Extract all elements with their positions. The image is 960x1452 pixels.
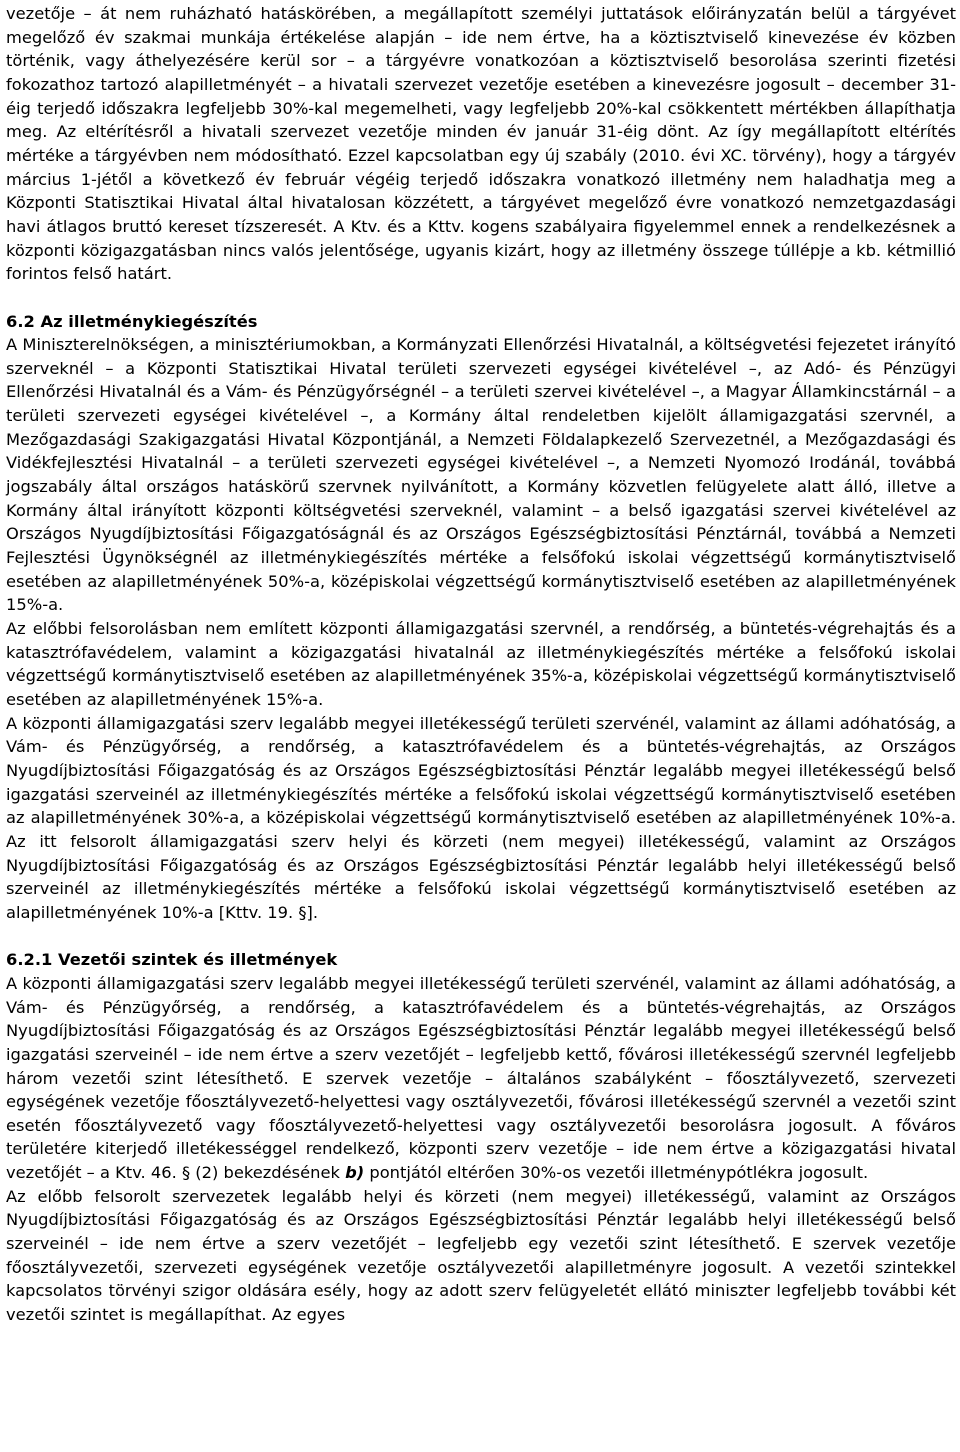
section-heading-6-2: 6.2 Az illetménykiegészítés <box>6 311 258 331</box>
paragraph-spacer <box>6 925 956 949</box>
paragraph-spacer <box>6 286 956 310</box>
paragraph-text: A központi államigazgatási szerv legalább megyei illetékességű területi szervénél, valamint az állami adóhatóság, a Vám- és Pénzügyőrség, a rendőrség, a katasztrófavédelem és a büntetés-végrehajtás, az Országos Nyugdíjbiztosítási Főigazgatóság és az Országos Egészségbiztosítási Pénztár legalább megyei illetékességű belső igazgatási szerveinél – ide nem értve a szerv vezetőjét – legfeljebb kettő, fővárosi illetékességű szervnél legfeljebb három vezetői szint létesíthető. E szervek vezetője – általános szabályként – főosztályvezető, szervezeti egységének vezetője főosztályvezető-helyettesi vagy osztályvezetői, fővárosi illetékességű szervnél a vezetői szint esetén főosztályvezető vagy főosztályvezető-helyettesi vagy osztályvezetői besorolásra jogosult. A főváros területére kiterjedő illetékességgel rendelkező, központi szerv vezetője – ide nem értve a közigazgatási hivatal vezetőjét – a Ktv. 46. § (2) bekezdésének <box>6 973 956 1183</box>
section-6-2-1-paragraph-1 <box>6 972 956 1185</box>
intro-paragraph: vezetője – át nem ruházható hatáskörében, a megállapított személyi juttatások előirányzatán belül a tárgyévet megelőző év szakmai munkája értékelése alapján – ide nem értve, ha a köztisztviselő kinevezése év közben történik, vagy áthelyezésére kerül sor – a tárgyévre vonatkozóan a köztisztviselő besorolása szerinti fizetési fokozathoz tartozó alapilletményét – a hivatali szervezet vezetője esetében a kinevezésre jogosult – december 31-éig terjedő időszakra legfeljebb 30%-kal megemelheti, vagy legfeljebb 20%-kal csökkentett mértékben állapíthatja meg. Az eltérítésről a hivatali szervezet vezetője minden év január 31-éig dönt. Az így megállapított eltérítés mértéke a tárgyévben nem módosítható. Ezzel kapcsolatban egy új szabály (2010. évi XC. törvény), hogy a tárgyév március 1-jétől a következő év február végéig terjedő időszakra vonatkozó illetmény nem haladhatja meg a Központi Statisztikai Hivatal által hivatalosan közzétett, a tárgyévet megelőző évre vonatkozó nemzetgazdasági havi átlagos bruttó kereset tízszeresét. A Ktv. és a Kttv. kogens szabályaira figyelemmel ennek a rendelkezésnek a központi közigazgatásban nincs valós jelentősége, ugyanis kizárt, hogy az illetmény összege túllépje a kb. kétmillió forintos felső határt. <box>6 4 956 284</box>
section-6-2-paragraph-3: A központi államigazgatási szerv legalább megyei illetékességű területi szervénél, valamint az állami adóhatóság, a Vám- és Pénzügyőrség, a rendőrség, a katasztrófavédelem és a büntetés-végrehajtás, az Országos Nyugdíjbiztosítási Főigazgatóság és az Országos Egészségbiztosítási Pénztár legalább megyei illetékességű belső igazgatási szerveinél az illetménykiegészítés mértéke a felsőfokú iskolai végzettségű kormánytisztviselő esetében az alapilletményének 30%-a, a középiskolai végzettségű kormánytisztviselő esetében az alapilletményének 10%-a. Az itt felsorolt államigazgatási szerv helyi és körzeti (nem megyei) illetékességű, valamint az Országos Nyugdíjbiztosítási Főigazgatóság és az Országos Egészségbiztosítási Pénztár legalább helyi illetékességű belső szerveinél az illetménykiegészítés mértéke a felsőfokú iskolai végzettségű kormánytisztviselő esetében az alapilletményének 10%-a [Kttv. 19. §]. <box>6 713 956 922</box>
section-6-2-paragraph-1: A Miniszterelnökségen, a minisztériumokban, a Kormányzati Ellenőrzési Hivatalnál, a költségvetési fejezetet irányító szerveknél – a Központi Statisztikai Hivatal területi szervezeti egységei kivételével –, az Adó- és Pénzügyi Ellenőrzési Hivatalnál és a Vám- és Pénzügyőrségnél – a területi szervei kivételével –, a Magyar Államkincstárnál – a területi szervezeti egységei kivételével –, a Kormány által rendeletben kijelölt államigazgatási szervnél, a Mezőgazdasági Szakigazgatási Hivatal Központjánál, a Nemzeti Földalapkezelő Szervezetnél, a Mezőgazdasági és Vidékfejlesztési Hivatalnál – a területi szervezeti egységei kivételével –, a Nemzeti Nyomozó Irodánál, továbbá jogszabály által országos hatáskörű szervnek nyilvánított, a Kormány közvetlen felügyelete alatt álló, illetve a Kormány által irányított központi költségvetési szerveknél, valamint – a belső igazgatási szervei kivételével az Országos Nyugdíjbiztosítási Főigazgatóságnál és az Országos Egészségbiztosítási Pénztárnál, továbbá a Nemzeti Fejlesztési Ügynökségnél az illetménykiegészítés mértéke a felsőfokú iskolai végzettségű kormánytisztviselő esetében az alapilletményének 50%-a, középiskolai végzettségű kormánytisztviselő esetében az alapilletményének 15%-a. <box>6 335 956 615</box>
paragraph-text: pontjától eltérően 30%-os vezetői illetménypótlékra jogosult. <box>364 1163 869 1183</box>
section-heading-6-2-1: 6.2.1 Vezetői szintek és illetmények <box>6 950 338 970</box>
emphasis-point-b: b) <box>345 1163 365 1183</box>
section-6-2-1-paragraph-2: Az előbb felsorolt szervezetek legalább helyi és körzeti (nem megyei) illetékességű, valamint az Országos Nyugdíjbiztosítási Főigazgatóság és az Országos Egészségbiztosítási Pénztár legalább helyi illetékességű belső szerveinél – ide nem értve a szerv vezetőjét – legfeljebb egy vezetői szint létesíthető. E szervek vezetője főosztályvezetői, szervezeti egységének vezetője osztályvezetői alapilletményre jogosult. A vezetői szintekkel kapcsolatos törvényi szigor oldására esély, hogy az adott szerv felügyeletét ellátó miniszter legfeljebb további két vezetői szintet is megállapíthat. Az egyes <box>6 1186 956 1325</box>
document-page <box>6 2 956 1327</box>
section-6-2-paragraph-2: Az előbbi felsorolásban nem említett központi államigazgatási szervnél, a rendőrség, a büntetés-végrehajtás és a katasztrófavédelem, valamint a közigazgatási hivatalnál az illetménykiegészítés mértéke a felsőfokú iskolai végzettségű kormánytisztviselő esetében az alapilletményének 35%-a, középiskolai végzettségű kormánytisztviselő esetében az alapilletményének 15%-a. <box>6 619 956 710</box>
